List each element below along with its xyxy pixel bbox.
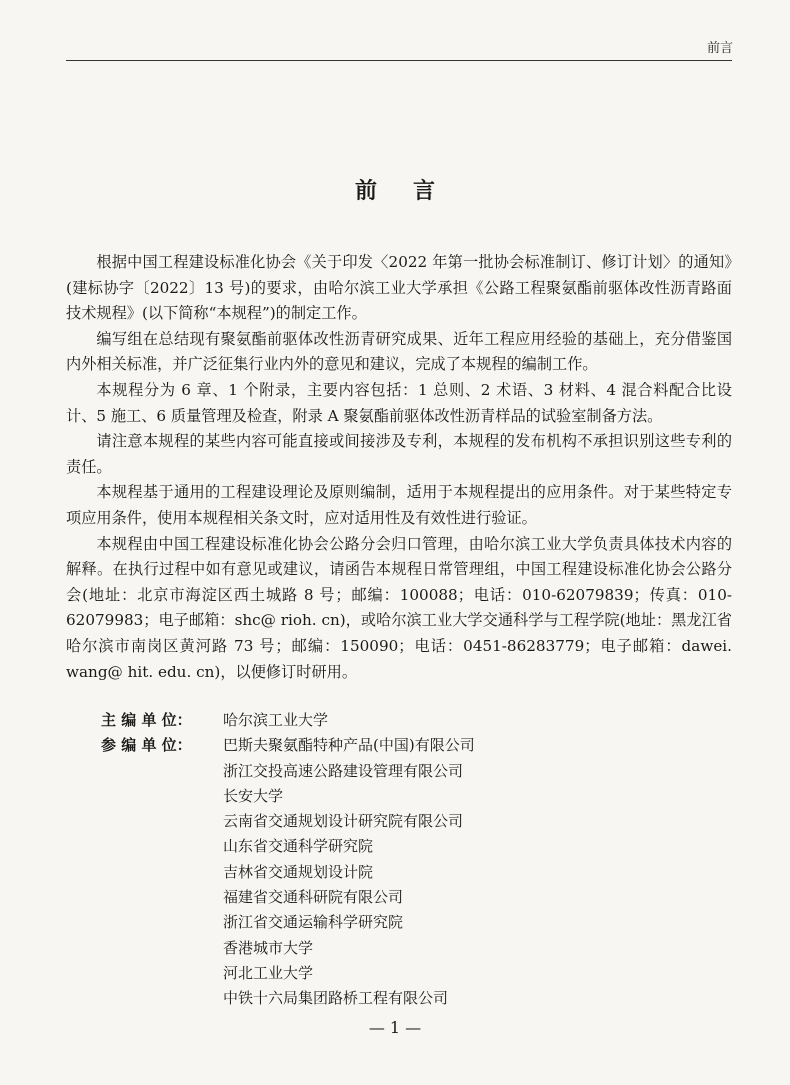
paragraph: 根据中国工程建设标准化协会《关于印发〈2022 年第一批协会标准制订、修订计划〉的通知》(建标协字〔2022〕13 号)的要求，由哈尔滨工业大学承担《公路工程聚氨酯前驱体改性沥青路面技术规程》(以下简称“本规程”)的制定工作。 — [66, 253, 732, 323]
participant-unit: 云南省交通规划设计研究院有限公司 — [223, 812, 464, 831]
paragraph: 本规程分为 6 章、1 个附录，主要内容包括：1 总则、2 术语、3 材料、4 混合料配合比设计、5 施工、6 质量管理及检查，附录 A 聚氨酯前驱体改性沥青样品的试验室制备方法。 — [66, 380, 732, 425]
paragraph: 请注意本规程的某些内容可能直接或间接涉及专利，本规程的发布机构不承担识别这些专利的责任。 — [66, 432, 732, 476]
header-rule — [66, 60, 732, 61]
preface-body — [66, 250, 732, 685]
participant-unit: 长安大学 — [223, 786, 284, 805]
participant-unit: 福建省交通科研院有限公司 — [223, 888, 404, 907]
participant-unit: 香港城市大学 — [223, 938, 314, 957]
chief-unit-value: 哈尔滨工业大学 — [223, 711, 329, 729]
participant-unit: 河北工业大学 — [223, 963, 314, 982]
organizations-section — [101, 708, 721, 1012]
participant-unit: 中铁十六局集团路桥工程有限公司 — [223, 989, 449, 1008]
page-number: — 1 — — [368, 1018, 422, 1037]
page-title: 前言 — [354, 178, 471, 204]
participant-unit-list — [101, 759, 721, 1012]
participant-unit: 吉林省交通规划设计院 — [223, 862, 374, 881]
participant-unit: 浙江省交通运输科学研究院 — [223, 913, 404, 932]
participant-unit: 巴斯夫聚氨酯特种产品(中国)有限公司 — [223, 736, 475, 755]
chief-unit-row — [101, 708, 721, 733]
paragraph: 本规程由中国工程建设标准化协会公路分会归口管理，由哈尔滨工业大学负责具体技术内容的解释。在执行过程中如有意见或建议，请函告本规程日常管理组，中国工程建设标准化协会公路分会(地址：北京市海淀区西土城路 8 号；邮编：100088；电话：010-62079839；传真：010-62079983；电子邮箱：shc@ rioh. cn)，或哈尔滨工业大学交通科学与工程学院(地址：黑龙江省哈尔滨市南岗区黄河路 73 号；邮编：150090；电话：0451-86283779；电子邮箱：dawei. wang@ hit. edu. cn)，以便修订时研用。 — [66, 534, 732, 681]
paragraph: 编写组在总结现有聚氨酯前驱体改性沥青研究成果、近年工程应用经验的基础上，充分借鉴国内外相关标准，并广泛征集行业内外的意见和建议，完成了本规程的编制工作。 — [66, 329, 732, 374]
paragraph: 本规程基于通用的工程建设理论及原则编制，适用于本规程提出的应用条件。对于某些特定专项应用条件，使用本规程相关条文时，应对适用性及有效性进行验证。 — [66, 483, 732, 527]
participant-unit: 浙江交投高速公路建设管理有限公司 — [223, 761, 464, 780]
participant-unit-label: 参 编 单 位： — [101, 736, 192, 755]
participant-unit: 山东省交通科学研究院 — [223, 837, 374, 856]
participant-unit-row — [101, 733, 721, 758]
running-header: 前言 — [706, 41, 733, 56]
chief-unit-label: 主 编 单 位： — [101, 711, 192, 729]
